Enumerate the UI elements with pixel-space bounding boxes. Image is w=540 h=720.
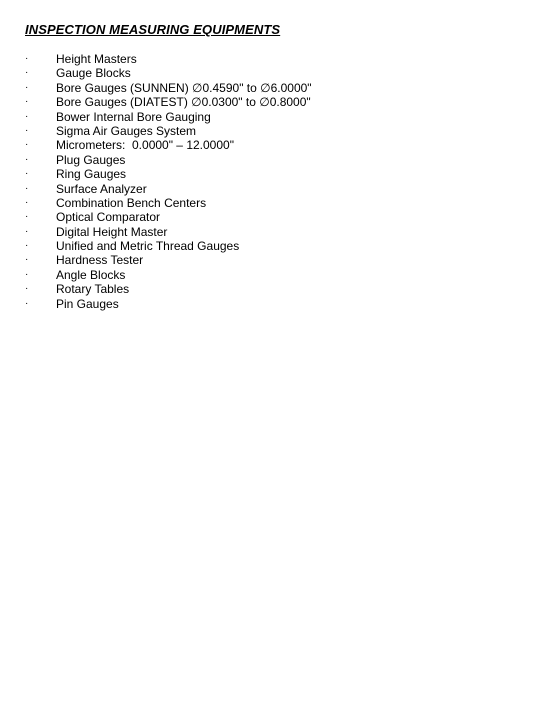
list-item-text: Pin Gauges	[56, 296, 119, 311]
bullet-icon: ·	[25, 211, 29, 223]
bullet-icon: ·	[25, 268, 29, 280]
bullet-icon: ·	[25, 139, 29, 151]
bullet-icon: ·	[25, 225, 29, 237]
bullet-icon: ·	[25, 182, 29, 194]
bullet-icon: ·	[25, 53, 29, 64]
list-item-text: Optical Comparator	[56, 210, 161, 225]
bullet-icon: ·	[25, 196, 29, 208]
bullet-icon: ·	[25, 297, 29, 309]
list-item-text: Height Masters	[56, 52, 137, 66]
list-item-text: Micrometers: 0.0000" – 12.0000"	[56, 138, 234, 153]
list-item-text: Digital Height Master	[56, 224, 168, 239]
list-item-text: Bore Gauges (SUNNEN) ∅0.4590" to ∅6.0000"	[56, 80, 312, 95]
list-item-text: Hardness Tester	[56, 253, 144, 268]
bullet-icon: ·	[25, 67, 29, 79]
bullet-icon: ·	[25, 124, 29, 136]
document-title: INSPECTION MEASURING EQUIPMENTS	[25, 22, 281, 37]
bullet-icon: ·	[25, 153, 29, 165]
bullet-icon: ·	[25, 96, 29, 108]
list-item-text: Combination Bench Centers	[56, 195, 207, 210]
list-item-text: Sigma Air Gauges System	[56, 123, 197, 138]
bullet-icon: ·	[25, 240, 29, 252]
list-item-text: Bore Gauges (DIATEST) ∅0.0300" to ∅0.8000"	[56, 95, 311, 110]
bullet-icon: ·	[25, 110, 29, 122]
list-item-text: Ring Gauges	[56, 167, 127, 182]
list-item-text: Gauge Blocks	[56, 66, 131, 81]
bullet-icon: ·	[25, 283, 29, 295]
list-item-text: Rotary Tables	[56, 282, 130, 297]
bullet-icon: ·	[25, 81, 29, 93]
list-item-text: Bower Internal Bore Gauging	[56, 109, 211, 124]
list-item-text: Angle Blocks	[56, 267, 126, 282]
list-item-text: Surface Analyzer	[56, 181, 147, 196]
bullet-icon: ·	[25, 168, 29, 180]
bullet-icon: ·	[25, 254, 29, 266]
list-item-text: Plug Gauges	[56, 152, 126, 167]
list-item-text: Unified and Metric Thread Gauges	[56, 239, 240, 254]
